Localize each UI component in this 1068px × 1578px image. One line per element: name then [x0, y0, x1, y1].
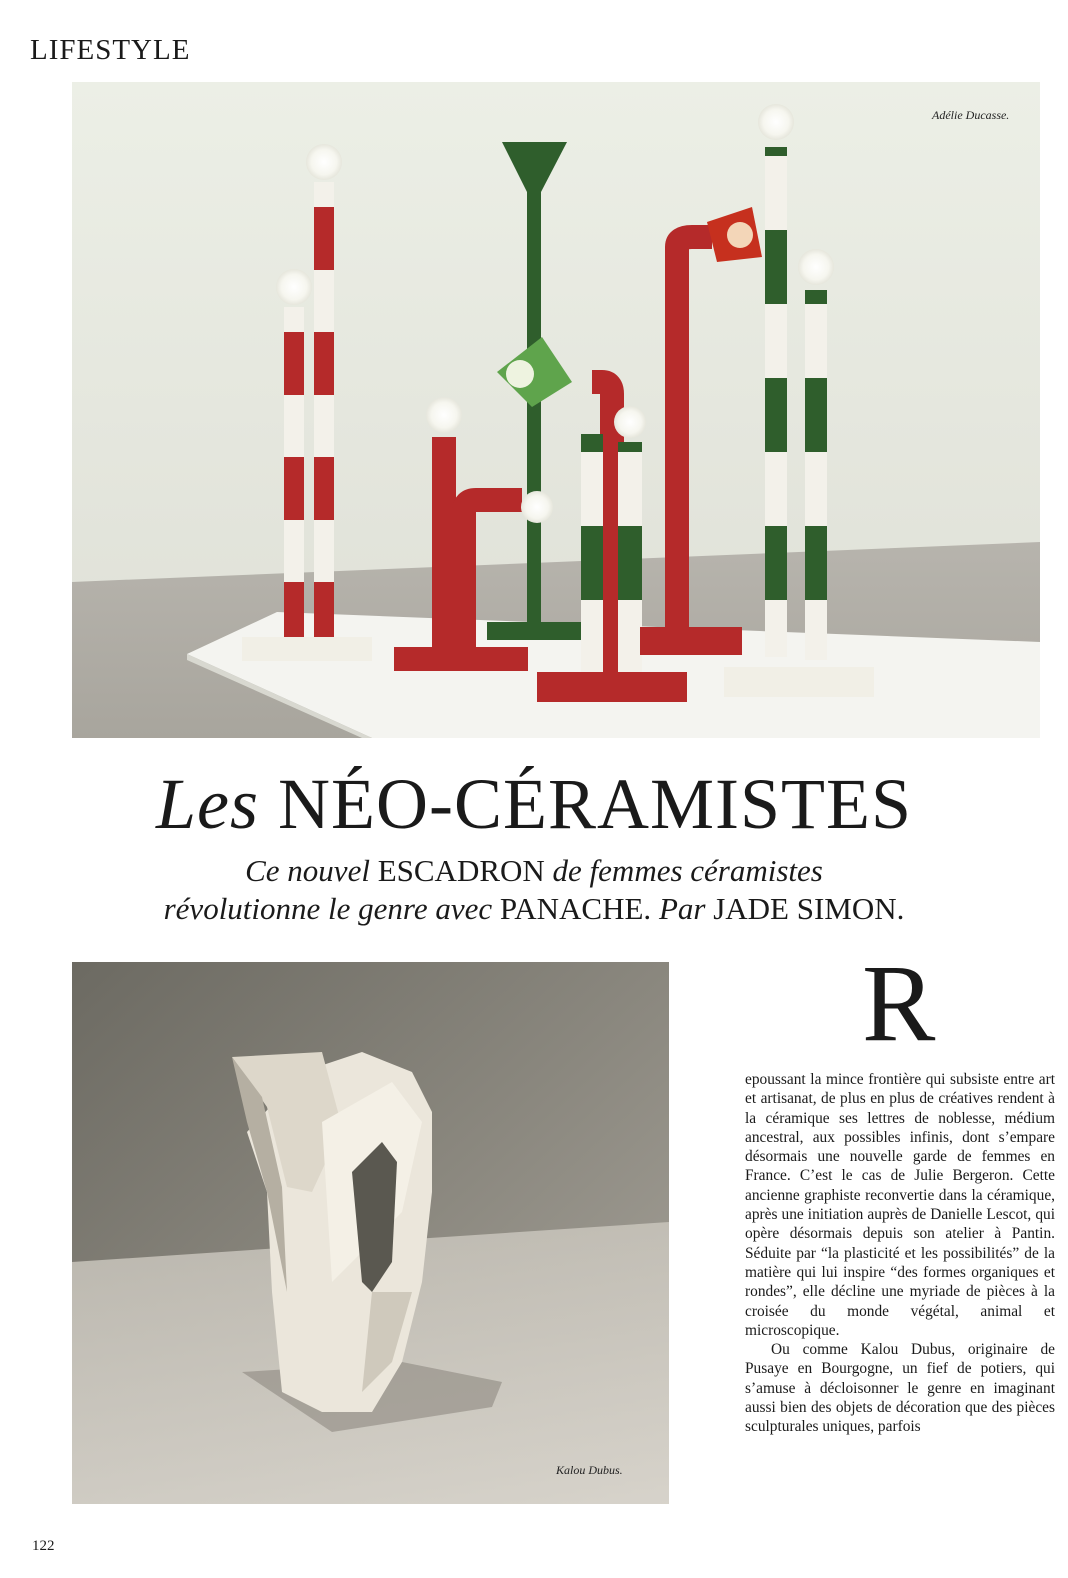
deck-caps: ESCADRON [377, 853, 545, 888]
byline-author: JADE SIMON. [713, 891, 905, 926]
deck-text: révolutionne le genre avec [163, 891, 493, 926]
article-body [745, 1070, 1055, 1437]
section-label: LIFESTYLE [30, 34, 191, 66]
paragraph: Ou comme Kalou Dubus, originaire de Pusaye en Bourgogne, un fief de potiers, qui s’amuse à décloisonner le genre en imaginant aussi bien des objets de décoration que des pièces sculpturales uniques, parfois [745, 1341, 1055, 1436]
byline-label: Par [658, 891, 706, 926]
headline [0, 764, 1068, 844]
paragraph: epoussant la mince frontière qui subsiste entre art et artisanat, de plus en plus de créatives rendent à la céramique ses lettres de noblesse, médium ancestral, aux possibles infinis, dont s’empare désormais une nouvelle garde de femmes en France. C’est le cas de Julie Bergeron. Cette ancienne graphiste reconvertie dans la céramique, après une initiation auprès de Danielle Lescot, qui opère désormais depuis son atelier à Pantin. Séduite par “la plasticité et les possibilités” de la matière qui lui inspire “des formes organiques et rondes”, elle décline une myriade de pièces à la croisée du monde végétal, animal et microscopique. [745, 1071, 1055, 1339]
deck-line-2 [0, 890, 1068, 927]
deck-text: Ce nouvel [245, 853, 370, 888]
deck-text: de femmes céramistes [552, 853, 823, 888]
headline-main: NÉO-CÉRAMISTES [278, 764, 913, 844]
page-number: 122 [32, 1538, 55, 1554]
headline-lead: Les [155, 764, 259, 844]
lamps-photo [72, 82, 1040, 738]
deck-line-1 [0, 852, 1068, 889]
photo-credit: Kalou Dubus. [556, 1463, 623, 1477]
photo-credit: Adélie Ducasse. [932, 108, 1010, 122]
sculpture-photo [72, 962, 669, 1504]
deck-caps: PANACHE. [499, 891, 652, 926]
drop-cap: R [862, 942, 936, 1064]
